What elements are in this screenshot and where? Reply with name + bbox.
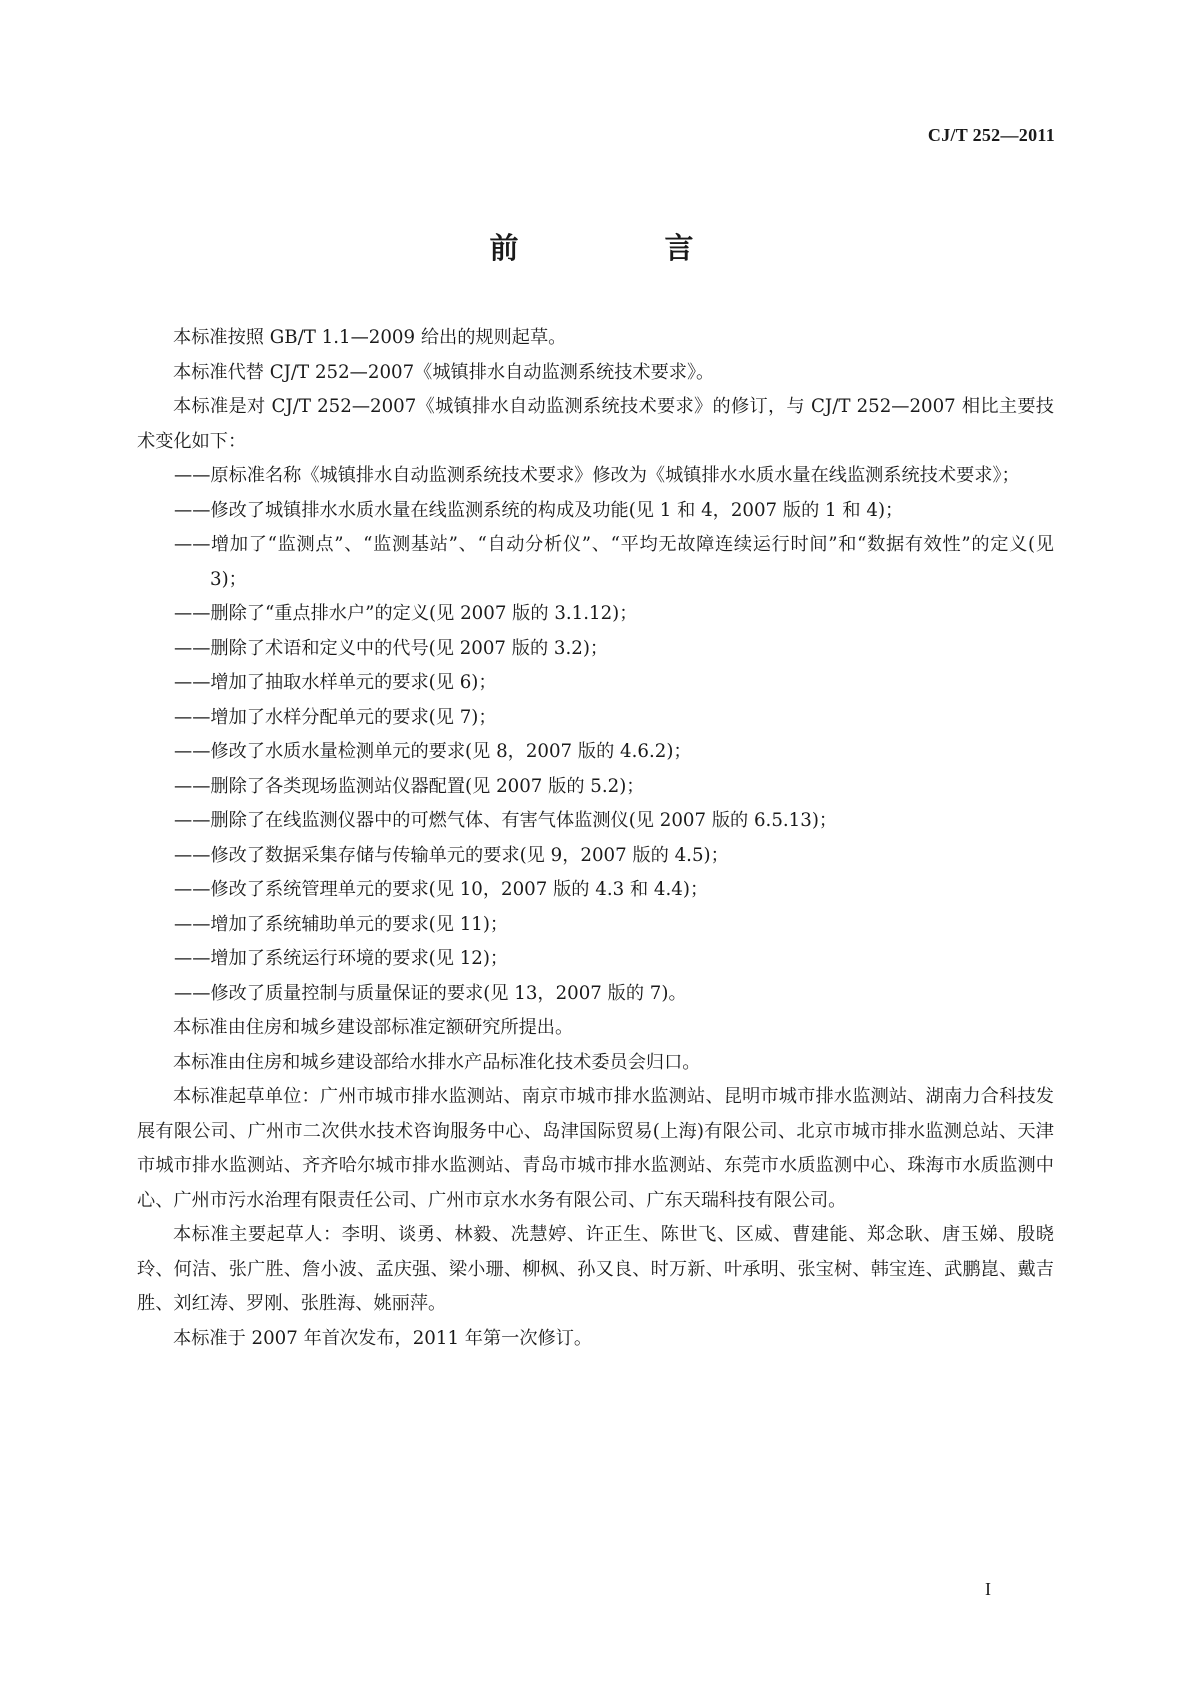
paragraph: 本标准由住房和城乡建设部标准定额研究所提出。 (173, 1017, 574, 1038)
paragraph: 本标准是对 CJ/T 252—2007《城镇排水自动监测系统技术要求》的修订，与 CJ/T 252—2007 相比主要技术变化如下： (137, 396, 1054, 452)
change-item: ——删除了在线监测仪器中的可燃气体、有害气体监测仪(见 2007 版的 6.5.13)； (174, 810, 838, 831)
change-item: ——修改了水质水量检测单元的要求(见 8，2007 版的 4.6.2)； (174, 741, 692, 762)
change-item: ——增加了系统运行环境的要求(见 12)； (174, 948, 509, 969)
paragraph: 本标准于 2007 年首次发布，2011 年第一次修订。 (173, 1327, 593, 1349)
change-item: ——修改了城镇排水水质水量在线监测系统的构成及功能(见 1 和 4，2007 版的 1 和 4)； (174, 499, 904, 521)
change-item: ——增加了系统辅助单元的要求(见 11)； (174, 913, 509, 935)
change-item: ——修改了系统管理单元的要求(见 10，2007 版的 4.3 和 4.4)； (174, 879, 709, 900)
change-item: ——删除了“重点排水户”的定义(见 2007 版的 3.1.12)； (174, 603, 638, 624)
change-item: ——删除了术语和定义中的代号(见 2007 版的 3.2)； (174, 637, 609, 659)
drafters: 本标准主要起草人：李明、谈勇、林毅、冼慧婷、许正生、陈世飞、区威、曹建能、郑念耿、唐玉娣、殷晓玲、何洁、张广胜、詹小波、孟庆强、梁小珊、柳枫、孙又良、时万新、叶承明、张宝树、韩宝连、武鹏崑、戴吉胜、刘红涛、罗刚、张胜海、姚丽萍。 (137, 1224, 1054, 1314)
paragraph: 本标准由住房和城乡建设部给水排水产品标准化技术委员会归口。 (173, 1051, 701, 1073)
change-item: ——原标准名称《城镇排水自动监测系统技术要求》修改为《城镇排水水质水量在线监测系统技术要求》； (174, 465, 1020, 486)
change-item: ——修改了质量控制与质量保证的要求(见 13，2007 版的 7)。 (174, 982, 687, 1004)
paragraph: 本标准按照 GB/T 1.1—2009 给出的规则起草。 (173, 327, 567, 348)
page-title: 前 言 (489, 231, 762, 265)
change-item: ——修改了数据采集存储与传输单元的要求(见 9，2007 版的 4.5)； (174, 844, 729, 866)
drafting-units: 本标准起草单位：广州市城市排水监测站、南京市城市排水监测站、昆明市城市排水监测站、湖南力合科技发展有限公司、广州市二次供水技术咨询服务中心、岛津国际贸易(上海)有限公司、北京市城市排水监测总站、天津市城市排水监测站、齐齐哈尔城市排水监测站、青岛市城市排水监测站、东莞市水质监测中心、珠海市水质监测中心、广州市污水治理有限责任公司、广州市京水水务有限公司、广东天瑞科技有限公司。 (137, 1086, 1054, 1211)
change-item: ——删除了各类现场监测站仪器配置(见 2007 版的 5.2)； (174, 775, 645, 797)
paragraph: 本标准代替 CJ/T 252—2007《城镇排水自动监测系统技术要求》。 (173, 361, 715, 383)
change-item: ——增加了抽取水样单元的要求(见 6)； (174, 672, 497, 693)
change-item: ——增加了水样分配单元的要求(见 7)； (174, 706, 497, 728)
change-item: ——增加了“监测点”、“监测基站”、“自动分析仪”、“平均无故障连续运行时间”和“数据有效性”的定义(见 3)； (174, 534, 1054, 590)
preface-body (137, 321, 1054, 1356)
standard-code: CJ/T 252—2011 (927, 125, 1055, 145)
page-number: I (985, 1579, 991, 1599)
